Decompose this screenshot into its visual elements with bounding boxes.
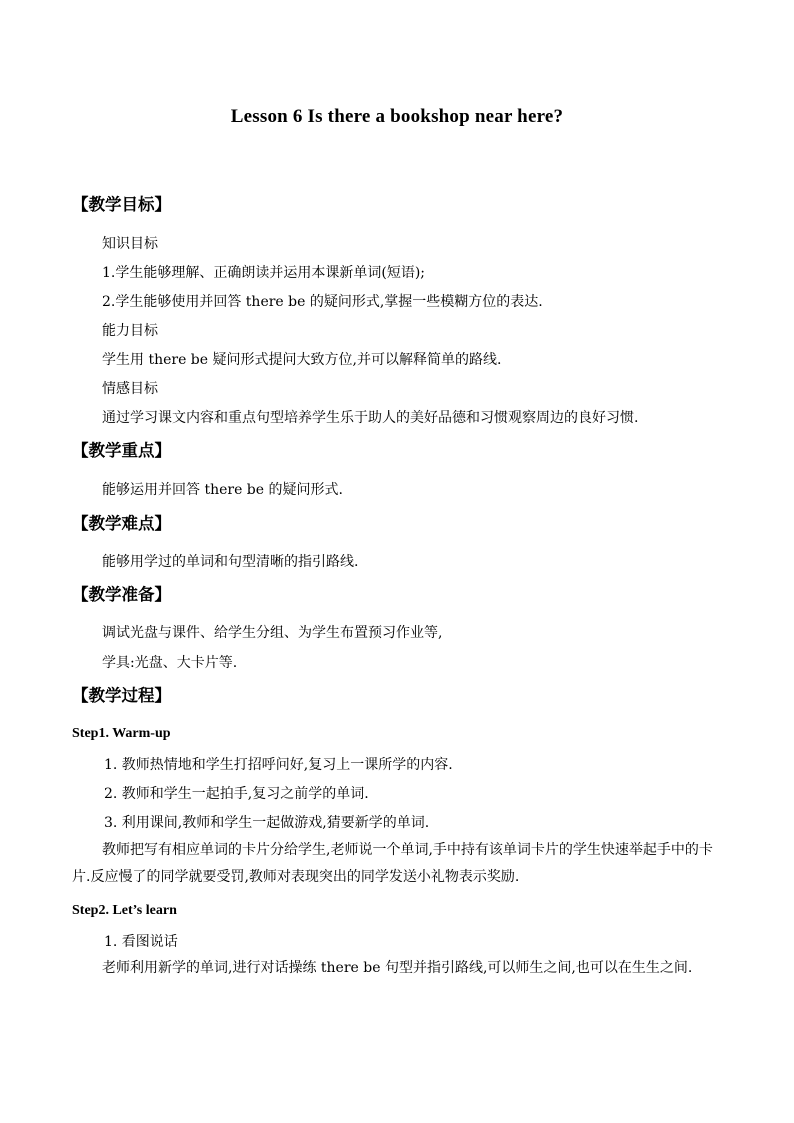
heading-objectives: 【教学目标】 <box>72 195 171 214</box>
objective-line: 知识目标 <box>102 236 158 252</box>
step1-item: 1. 教师热情地和学生打招呼问好,复习上一课所学的内容. <box>104 757 453 773</box>
objective-line: 2.学生能够使用并回答 there be 的疑问形式,掌握一些模糊方位的表达. <box>102 294 543 310</box>
objective-line: 情感目标 <box>102 381 158 397</box>
key-point-line: 能够运用并回答 there be 的疑问形式. <box>102 482 343 498</box>
preparation-line: 学具:光盘、大卡片等. <box>102 655 238 671</box>
heading-preparation: 【教学准备】 <box>72 585 171 604</box>
step2-title: Step2. Let’s learn <box>72 903 177 918</box>
preparation-line: 调试光盘与课件、给学生分组、为学生布置预习作业等, <box>102 625 443 641</box>
objective-line: 能力目标 <box>102 323 158 339</box>
difficulty-line: 能够用学过的单词和句型清晰的指引路线. <box>102 554 359 570</box>
lesson-title: Lesson 6 Is there a bookshop near here? <box>230 106 564 127</box>
step1-paragraph: 教师把写有相应单词的卡片分给学生,老师说一个单词,手中持有该单词卡片的学生快速举起手中的卡片.反应慢了的同学就要受罚,教师对表现突出的同学发送小礼物表示奖励. <box>72 842 713 885</box>
objective-line: 通过学习课文内容和重点句型培养学生乐于助人的美好品德和习惯观察周边的良好习惯. <box>102 410 639 426</box>
step2-paragraph: 老师利用新学的单词,进行对话操练 there be 句型并指引路线,可以师生之间,也可以在生生之间. <box>102 960 693 976</box>
heading-key-points: 【教学重点】 <box>72 441 171 460</box>
step1-item: 2. 教师和学生一起拍手,复习之前学的单词. <box>104 786 369 802</box>
objective-line: 学生用 there be 疑问形式提问大致方位,并可以解释简单的路线. <box>102 352 502 368</box>
heading-difficulties: 【教学难点】 <box>72 514 171 533</box>
objective-line: 1.学生能够理解、正确朗读并运用本课新单词(短语); <box>102 265 425 281</box>
step2-item: 1. 看图说话 <box>104 934 178 950</box>
heading-process: 【教学过程】 <box>72 686 171 705</box>
step1-item: 3. 利用课间,教师和学生一起做游戏,猜要新学的单词. <box>104 815 430 831</box>
step1-title: Step1. Warm-up <box>72 726 171 741</box>
